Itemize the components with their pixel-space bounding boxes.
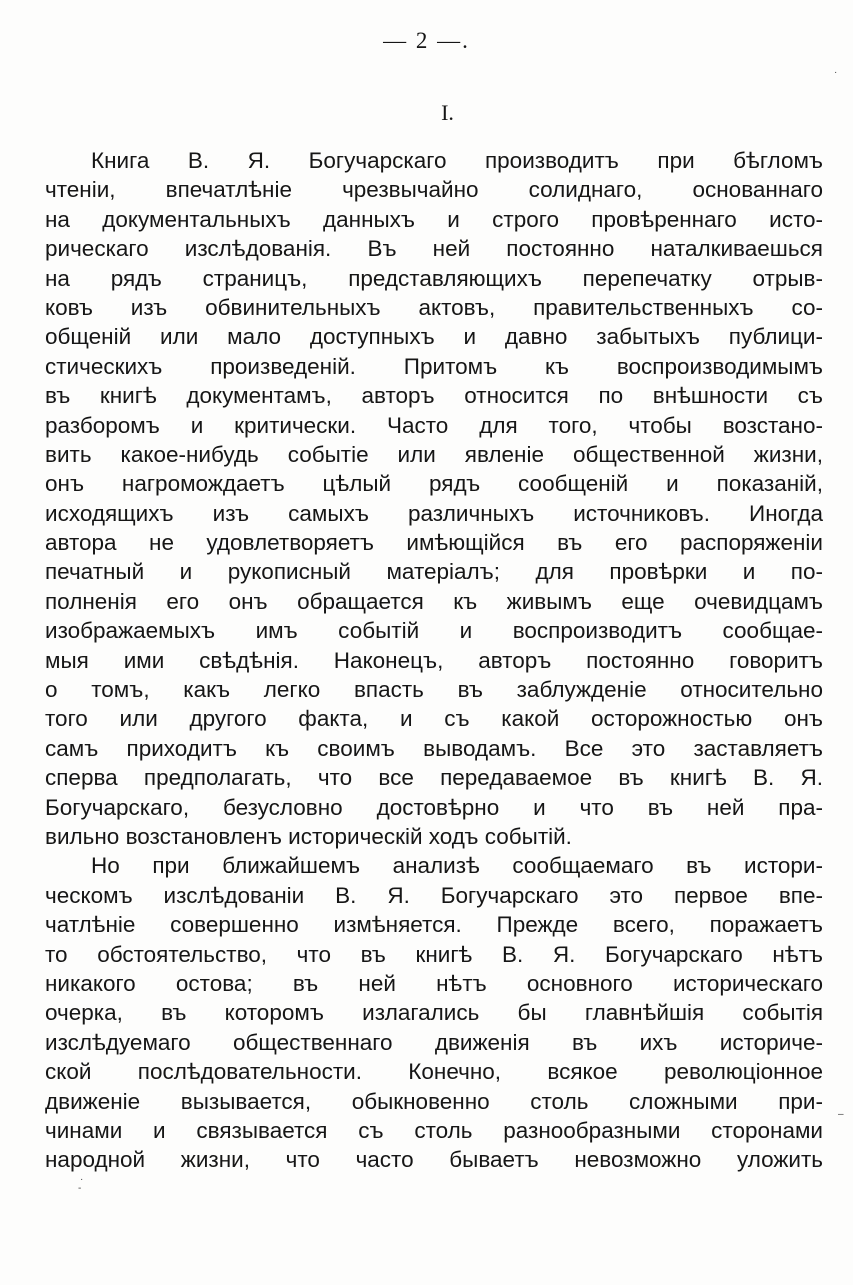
paragraph-1 [45,146,823,851]
text-line: вить какое-нибудь событіе или явленіе общественной жизни, [45,441,823,467]
text-line: печатный и рукописный матеріалъ; для провѣрки и по- [45,559,823,585]
text-line: народной жизни, что часто бываетъ невозможно уложить [45,1147,823,1173]
paragraph-2 [45,851,823,1174]
text-line: самъ приходитъ къ своимъ выводамъ. Все это заставляетъ [45,735,823,761]
text-line: чинами и связывается съ столь разнообразными сторонами [45,1117,823,1143]
text-line: Но при ближайшемъ анализѣ сообщаемаго въ истори- [91,853,823,879]
text-line: разборомъ и критически. Часто для того, чтобы возстано- [45,412,823,438]
text-line: въ книгѣ документамъ, авторъ относится по внѣшности съ [45,383,823,409]
page-number: — 2 —. [383,28,470,53]
body-text [45,146,823,1175]
text-line: очерка, въ которомъ излагались бы главнѣйшія событія [45,1000,823,1026]
text-line: Книга В. Я. Богучарскаго производитъ при бѣгломъ [91,148,823,173]
text-line: ческомъ изслѣдованіи В. Я. Богучарскаго это первое впе- [45,882,823,908]
text-line: изображаемыхъ имъ событій и воспроизводитъ сообщае- [45,618,823,644]
text-line: ковъ изъ обвинительныхъ актовъ, правительственныхъ со- [45,294,823,320]
text-line: общеній или мало доступныхъ и давно забытыхъ публици- [45,324,823,350]
text-line: о томъ, какъ легко впасть въ заблужденіе относительно [45,677,823,703]
text-line: движеніе вызывается, обыкновенно столь сложными при- [45,1088,823,1114]
text-line: никакого остова; въ ней нѣтъ основного историческаго [45,970,823,996]
text-line: онъ нагромождаетъ цѣлый рядъ сообщеній и показаній, [45,471,823,497]
speck-mark: - [78,1183,82,1194]
text-line: мыя ими свѣдѣнія. Наконецъ, авторъ постоянно говоритъ [45,647,823,673]
text-line: то обстоятельство, что въ книгѣ В. Я. Богучарскаго нѣтъ [45,941,823,967]
text-line: исходящихъ изъ самыхъ различныхъ источниковъ. Иногда [45,500,823,526]
text-line: ской послѣдовательности. Конечно, всякое революціонное [45,1059,823,1085]
speck-mark: · [834,67,838,78]
text-line: на документальныхъ данныхъ и строго провѣреннаго исто- [45,206,823,232]
text-line: автора не удовлетворяетъ имѣющійся въ его распоряженіи [45,530,823,556]
text-line: Богучарскаго, безусловно достовѣрно и что въ ней пра- [45,794,823,820]
text-line: вильно возстановленъ историческій ходъ событій. [45,823,572,849]
text-line: полненія его онъ обращается къ живымъ еще очевидцамъ [45,588,823,614]
chapter-heading: I. [441,100,454,125]
text-line: сперва предполагать, что все передаваемое въ книгѣ В. Я. [45,765,823,791]
text-line: того или другого факта, и съ какой осторожностью онъ [45,706,823,732]
text-line: на рядъ страницъ, представляющихъ перепечатку отрыв- [45,265,823,291]
speck-mark: · [80,1174,84,1185]
text-line: чтеніи, впечатлѣніе чрезвычайно солиднаго, основаннаго [45,177,823,203]
text-line: изслѣдуемаго общественнаго движенія въ ихъ историче- [45,1029,823,1055]
text-line: стическихъ произведеній. Притомъ къ воспроизводимымъ [45,353,823,379]
margin-dash-mark: – [838,1109,844,1120]
text-line: рическаго изслѣдованія. Въ ней постоянно наталкиваешься [45,236,823,262]
text-line: чатлѣніе совершенно измѣняется. Прежде всего, поражаетъ [45,912,823,938]
